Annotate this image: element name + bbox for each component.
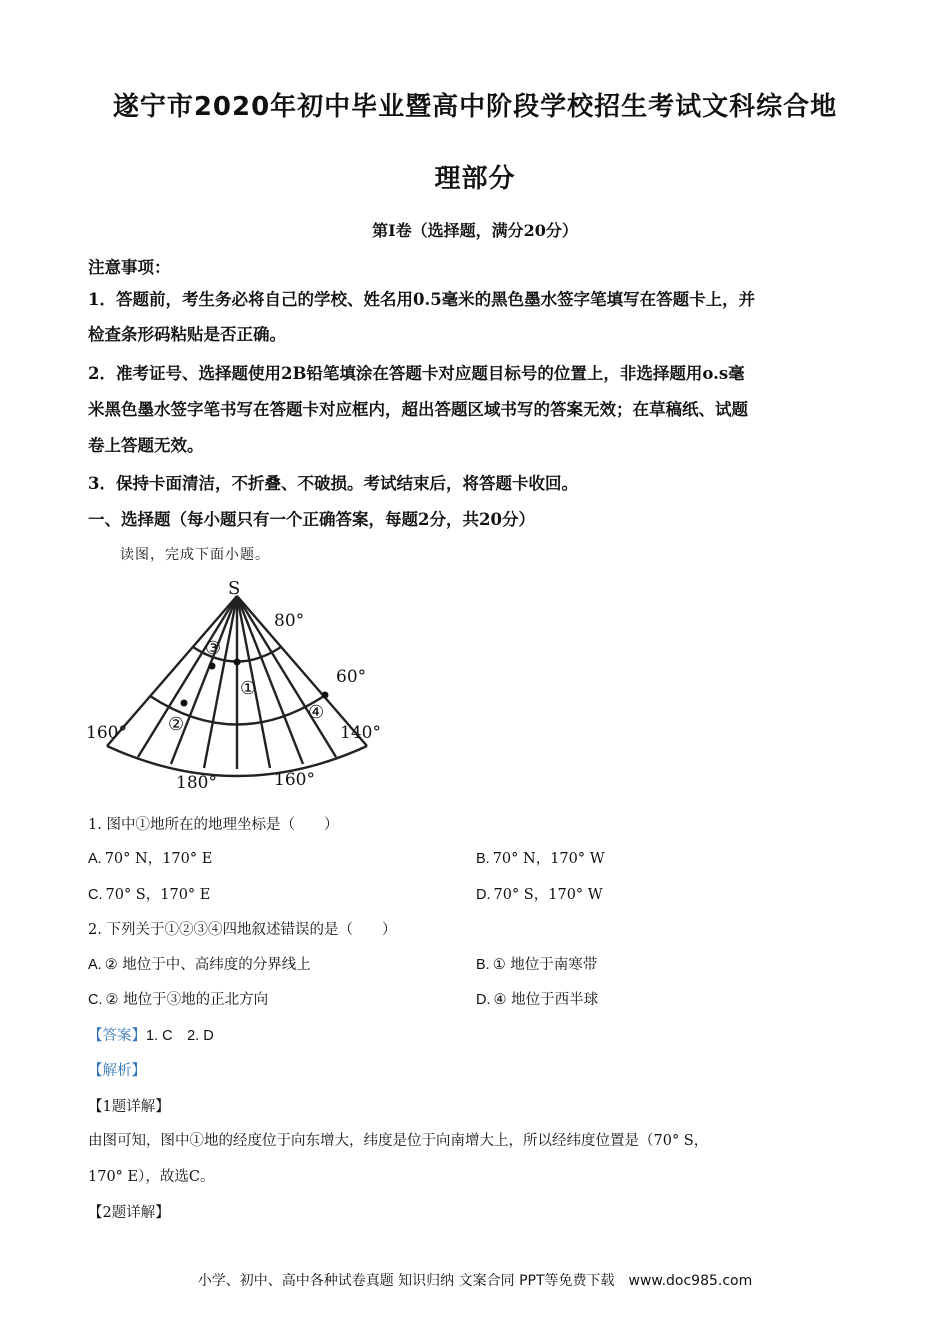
point-4-label: ④ — [308, 702, 325, 723]
point-dot — [322, 692, 329, 699]
notice-line-2: 检查条形码粘贴是否正确。 — [88, 325, 286, 344]
option-letter: C. — [88, 992, 103, 1008]
detail-1-heading: 【1题详解】 — [88, 1099, 170, 1115]
point-dot — [181, 700, 188, 707]
option-letter: D. — [476, 887, 491, 903]
question-1-stem: 1. 图中①地所在的地理坐标是（ ） — [88, 817, 339, 833]
page-footer: 小学、初中、高中各种试卷真题 知识归纳 文案合同 PPT等免费下载 www.doc985.com — [197, 1273, 753, 1289]
q2-option-d — [476, 991, 598, 1009]
answer-text: 1. C 2. D — [146, 1028, 214, 1044]
option-text: 70° S，170° W — [493, 887, 603, 903]
pole-label: S — [228, 578, 241, 599]
graticule-figure — [84, 578, 384, 798]
answer-label: 【答案】 — [88, 1028, 146, 1044]
lon-140-label: 140° — [340, 723, 381, 743]
detail-1-line-1: 由图可知，图中①地的经度位于向东增大，纬度是位于向南增大上，所以经纬度位置是（70° S， — [88, 1133, 709, 1149]
lon-160-left-label: 160° — [86, 723, 127, 743]
point-3-label: ③ — [205, 638, 222, 659]
lon-160-bottom-label: 160° — [274, 770, 315, 790]
option-letter: C. — [88, 887, 103, 903]
notice-line-5: 卷上答题无效。 — [88, 436, 204, 455]
answer-line — [88, 1027, 214, 1045]
option-text: ① 地位于南寒带 — [492, 957, 598, 973]
part-heading: 一、选择题（每小题只有一个正确答案，每题2分，共20分） — [88, 510, 535, 529]
notice-heading: 注意事项： — [88, 258, 171, 277]
option-text: 70° N，170° E — [104, 851, 213, 867]
detail-2-heading: 【2题详解】 — [88, 1205, 170, 1221]
q1-option-d — [476, 886, 603, 904]
point-dot — [234, 659, 241, 666]
question-2-stem: 2. 下列关于①②③④四地叙述错误的是（ ） — [88, 922, 397, 938]
point-dot — [209, 663, 216, 670]
analysis-label: 【解析】 — [88, 1063, 146, 1079]
q2-option-a — [88, 956, 311, 974]
q1-option-b — [476, 850, 605, 868]
option-letter: A. — [88, 851, 102, 867]
lon-180-label: 180° — [176, 773, 217, 793]
option-letter: B. — [476, 851, 490, 867]
page-title-line-1: 遂宁市2020年初中毕业暨高中阶段学校招生考试文科综合地 — [112, 92, 838, 122]
q2-option-c — [88, 991, 268, 1009]
point-1-label: ① — [240, 678, 257, 699]
option-text: ④ 地位于西半球 — [493, 992, 599, 1008]
lat-80-label: 80° — [274, 611, 305, 631]
option-text: ② 地位于③地的正北方向 — [105, 992, 269, 1008]
notice-line-3: 2．准考证号、选择题使用2B铅笔填涂在答题卡对应题目标号的位置上，非选择题用o.s毫 — [88, 364, 745, 383]
q2-option-b — [476, 956, 597, 974]
page-title-line-2: 理部分 — [434, 164, 516, 194]
q1-option-c — [88, 886, 210, 904]
detail-1-line-2: 170° E），故选C。 — [88, 1169, 215, 1185]
option-text: ② 地位于中、高纬度的分界线上 — [104, 957, 311, 973]
point-2-label: ② — [168, 714, 185, 735]
lat-60-label: 60° — [336, 667, 367, 687]
option-letter: A. — [88, 957, 102, 973]
option-letter: D. — [476, 992, 491, 1008]
notice-line-1: 1．答题前，考生务必将自己的学校、姓名用0.5毫米的黑色墨水签字笔填写在答题卡上，并 — [88, 290, 756, 309]
question-intro: 读图，完成下面小题。 — [120, 547, 270, 563]
section-title: 第Ⅰ卷（选择题，满分20分） — [372, 221, 578, 240]
notice-line-6: 3．保持卡面清洁，不折叠、不破损。考试结束后，将答题卡收回。 — [88, 474, 578, 493]
option-text: 70° S，170° E — [105, 887, 211, 903]
option-text: 70° N，170° W — [492, 851, 605, 867]
meridian-line — [171, 596, 237, 764]
notice-line-4: 米黑色墨水签字笔书写在答题卡对应框内，超出答题区域书写的答案无效；在草稿纸、试题 — [88, 400, 748, 419]
option-letter: B. — [476, 957, 490, 973]
q1-option-a — [88, 850, 212, 868]
